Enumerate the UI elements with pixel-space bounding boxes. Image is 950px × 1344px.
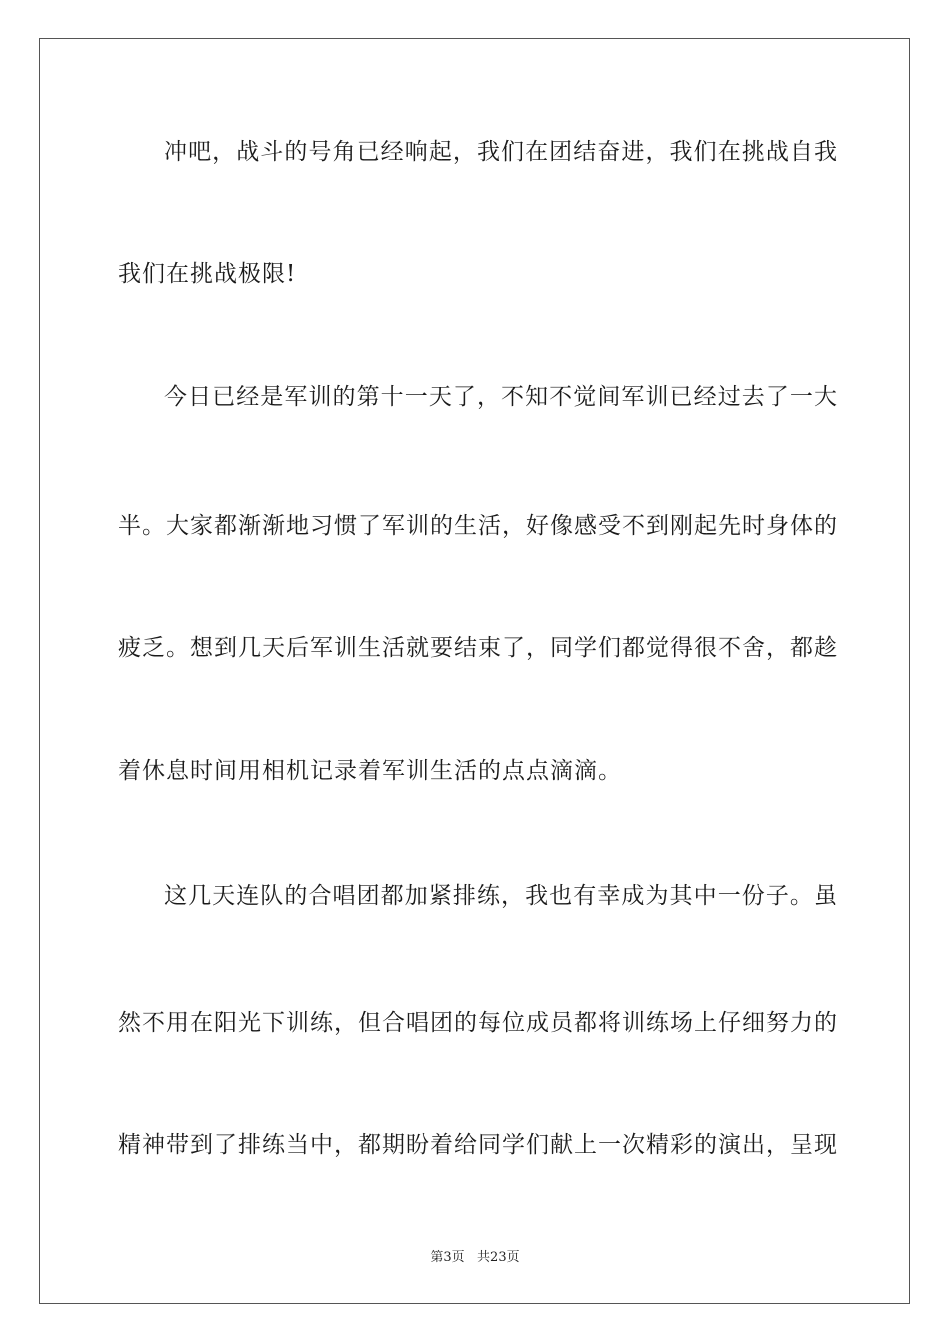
paragraph-1-line-1: 冲吧，战斗的号角已经响起，我们在团结奋进，我们在挑战自我 [164,139,838,165]
page-number-footer: 第3页 共23页 [430,1250,520,1265]
paragraph-2-line-1: 今日已经是军训的第十一天了，不知不觉间军训已经过去了一大 [164,384,838,410]
page-border [39,38,910,1304]
paragraph-2-line-3: 疲乏。想到几天后军训生活就要结束了，同学们都觉得很不舍，都趁 [118,635,838,661]
paragraph-2-line-2: 半。大家都渐渐地习惯了军训的生活，好像感受不到刚起先时身体的 [118,513,838,539]
paragraph-1-line-2: 我们在挑战极限! [118,261,297,287]
paragraph-3-line-1: 这几天连队的合唱团都加紧排练，我也有幸成为其中一份子。虽 [164,883,838,909]
paragraph-3-line-2: 然不用在阳光下训练，但合唱团的每位成员都将训练场上仔细努力的 [118,1010,838,1036]
paragraph-2-line-4: 着休息时间用相机记录着军训生活的点点滴滴。 [118,758,622,784]
paragraph-3-line-3: 精神带到了排练当中，都期盼着给同学们献上一次精彩的演出，呈现 [118,1132,838,1158]
